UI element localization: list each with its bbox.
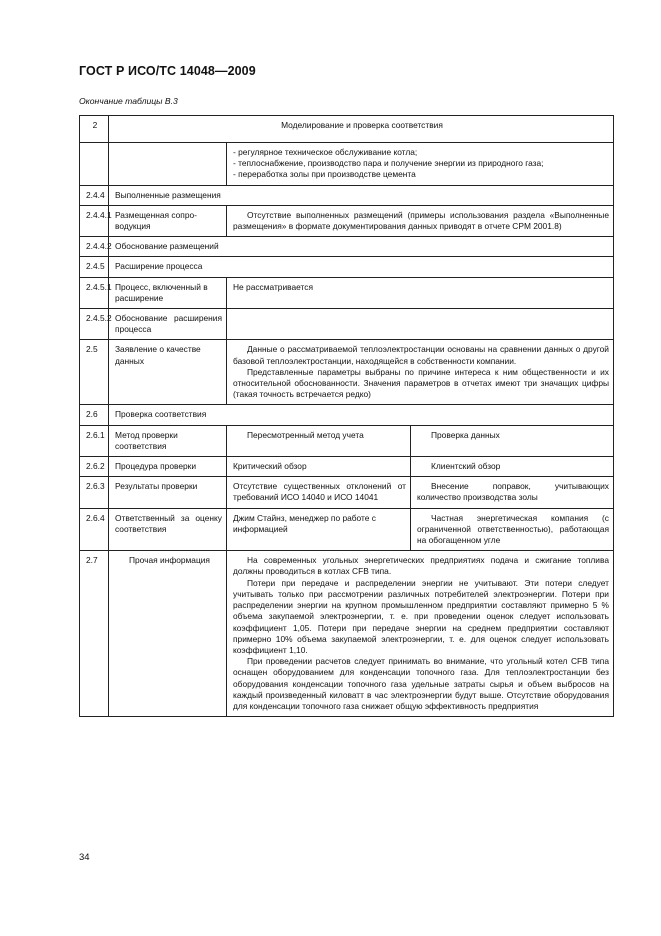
table-row — [80, 457, 614, 477]
row-text — [227, 340, 614, 405]
row-text — [227, 551, 614, 717]
table-row — [80, 477, 614, 508]
row-number: 2.6.2 — [80, 457, 109, 477]
row-label: Заявление о качестве данных — [109, 340, 227, 405]
table-row — [80, 277, 614, 308]
list-item: - теплоснабжение, производство пара и получение энергии из природного газа; — [233, 158, 544, 169]
row-number: 2.4.5.1 — [80, 277, 109, 308]
list-cell — [227, 143, 614, 186]
row-value-b: Частная энергетическая компания (с ограниченной ответственностью), работающая на обогащенном угле — [411, 508, 614, 551]
row-label: Процесс, включенный в расширение — [109, 277, 227, 308]
page-number: 34 — [79, 852, 90, 863]
table-row — [80, 508, 614, 551]
paragraph: При проведении расчетов следует принимать во внимание, что угольный котел CFB типа оснащен оборудованием для конденсации топочного газа. Для теплоэлектростанции без оборудования конденсации топочного газа удельные затраты сырья и объем выбросов на каждый произведенный киловатт в час электроэнергии будут выше. Отсутствие оборудования для конденсации топочного газа снижает общую эффективность предприятия — [233, 656, 609, 711]
table-row — [80, 340, 614, 405]
table-caption: Окончание таблицы В.3 — [79, 96, 178, 106]
row-label: Размещенная сопро- водукция — [109, 205, 227, 236]
table-row — [80, 237, 614, 257]
table-row — [80, 185, 614, 205]
table-row — [80, 425, 614, 456]
row-number: 2.4.5.2 — [80, 309, 109, 340]
row-number: 2.6 — [80, 405, 109, 425]
table-row — [80, 257, 614, 277]
row-text: Не рассматривается — [227, 277, 614, 308]
row-number: 2.4.4 — [80, 185, 109, 205]
row-label: Процедура проверки — [109, 457, 227, 477]
row-label: Результаты проверки — [109, 477, 227, 508]
row-number: 2.7 — [80, 551, 109, 717]
header-num-cell: 2 — [80, 116, 109, 143]
data-table — [79, 115, 614, 717]
header-title-cell: Моделирование и проверка соответствия — [109, 116, 614, 143]
table-row — [80, 405, 614, 425]
row-number: 2.4.5 — [80, 257, 109, 277]
row-label: Ответственный за оценку соответствия — [109, 508, 227, 551]
row-number: 2.4.4.1 — [80, 205, 109, 236]
row-value-b: Клиентский обзор — [411, 457, 614, 477]
table-row — [80, 205, 614, 236]
row-value-b: Проверка данных — [411, 425, 614, 456]
table-row — [80, 309, 614, 340]
row-number: 2.6.1 — [80, 425, 109, 456]
row-value-a: Пересмотренный метод учета — [227, 425, 411, 456]
paragraph: На современных угольных энергетических предприятиях подача и сжигание топлива должны проводиться в котлах CFB типа. — [233, 555, 609, 577]
paragraph: Данные о рассматриваемой теплоэлектростанции основаны на сравнении данных о другой базовой теплоэлектростанции, находящейся в собственности компании. — [233, 344, 609, 366]
row-label: Обоснование размещений — [109, 237, 614, 257]
row-value-b: Внесение поправок, учитывающих количество производства золы — [411, 477, 614, 508]
row-number: 2.6.4 — [80, 508, 109, 551]
row-text: Отсутствие выполненных размещений (примеры использования раздела «Выполненные размещения» в формате документирования данных приводят в отчете CPM 2001.8) — [227, 205, 614, 236]
table-header-row — [80, 116, 614, 143]
row-value-a: Джим Стайнз, менеджер по работе с информацией — [227, 508, 411, 551]
row-label: Прочая информация — [109, 551, 227, 717]
row-label: Проверка соответствия — [109, 405, 614, 425]
paragraph: Представленные параметры выбраны по причине интереса к ним общественности и их относительной обоснованности. Значения параметров в отчетах имеют три значащих цифры (такая точность встречается редко) — [233, 366, 609, 400]
table-row — [80, 143, 614, 186]
row-label: Выполненные размещения — [109, 185, 614, 205]
table-row — [80, 551, 614, 717]
document-header: ГОСТ Р ИСО/ТС 14048—2009 — [79, 64, 256, 78]
row-label: Метод проверки соответствия — [109, 425, 227, 456]
row-label: Обоснование расширения процесса — [109, 309, 227, 340]
row-label: Расширение процесса — [109, 257, 614, 277]
row-value-a: Критический обзор — [227, 457, 411, 477]
row-value-a: Отсутствие существенных отклонений от требований ИСО 14040 и ИСО 14041 — [227, 477, 411, 508]
row-number: 2.6.3 — [80, 477, 109, 508]
list-item: - регулярное техническое обслуживание котла; — [233, 147, 418, 157]
row-number: 2.4.4.2 — [80, 237, 109, 257]
list-item: - переработка золы при производстве цемента — [233, 169, 416, 180]
paragraph: Потери при передаче и распределении энергии не учитывают. Эти потери следует учитывать только при рассмотрении различных потребителей электроэнергии. Потери при распределении энергии на крупном промышленном предприятии составляют примерно 5 % объема закупаемой электроэнергии, т. е. при проведении оценок следует использовать коэффициент 1,05. Потери при передаче энергии на среднем предприятии составляют примерно 10% объема закупаемой электроэнергии, т. е. для оценок следует использовать коэффициент 1,10. — [233, 577, 609, 655]
row-number: 2.5 — [80, 340, 109, 405]
